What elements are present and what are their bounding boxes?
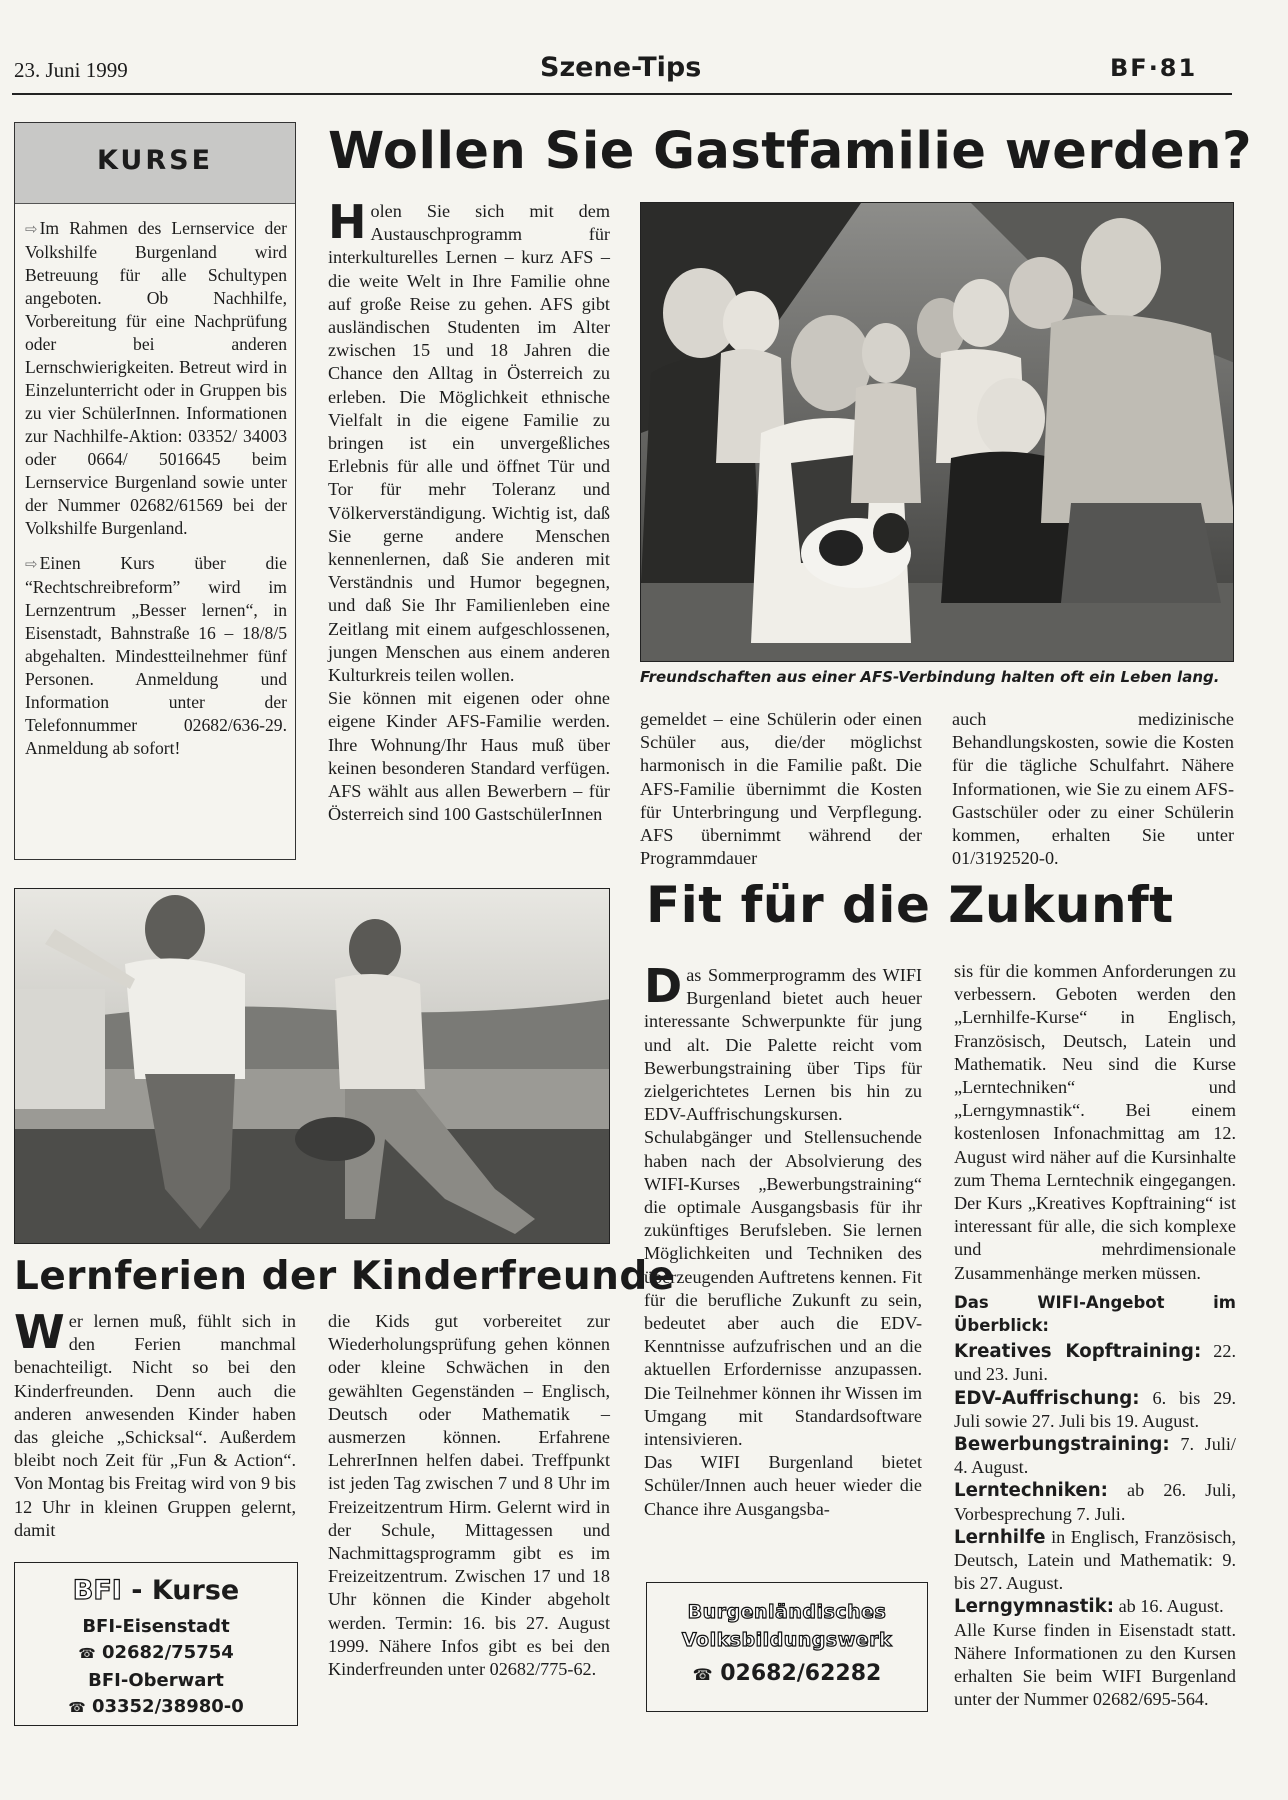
paragraph: Sie können mit eigenen oder ohne eigene Kinder AFS-Familie werden. Ihre Wohnung/Ihr Haus muß über keinen besonderen Standard verfügen. AFS wählt aus allen Bewerbern – für Österreich sind 100 GastschülerInnen: [328, 688, 610, 825]
kurse-text: [25, 217, 287, 772]
bvw-name: Burgenländisches: [687, 1601, 887, 1623]
zukunft-headline: Fit für die Zukunft: [646, 876, 1174, 934]
dropcap: H: [328, 195, 367, 249]
overview-item: Kreatives Kopftraining: 22. und 23. Juni.: [954, 1341, 1236, 1385]
dropcap: W: [14, 1305, 65, 1359]
kurse-title: KURSE: [96, 145, 214, 176]
gastfamilie-col1: Holen Sie sich mit dem Austauschprogramm für interkulturelles Lernen – kurz AFS – die weite Welt in Ihre Familie ohne auf große Reise zu gehen. AFS gibt ausländischen Studenten im Alter zwischen 15 und 18 Jahren die Chance den Alltag in Österreich zu erleben. Die Möglichkeit ethnische Vielfalt in die eigene Familie zu bringen ist ein unvergeßliches Erlebnis für alle und öffnet Tür und Tor für mehr Toleranz und Völkerverständigung. Wichtig ist, daß Sie gerne andere Menschen kennenlernen, daß Sie anderen mit Verständnis und Humor begegnen, und daß Sie Ihr Familienleben eine Zeitlang mit einem aufgeschlossenen, jungen Menschen aus einem anderen Kulturkreis teilen wollen. Sie können mit eigenen oder ohne eigene Kinder AFS-Familie werden. Ihre Wohnung/Ihr Haus muß über keinen besonderen Standard verfügen. AFS wählt aus allen Bewerbern – für Österreich sind 100 GastschülerInnen: [328, 200, 610, 826]
kurse-header: [15, 123, 295, 204]
kurse-item: ⇨ Einen Kurs über die “Rechtschreibreform” wird im Lernzentrum „Besser lernen“, in Eisenstadt, Bahnstraße 16 – 18/8/5 abgehalten. Mindestteilnehmer fünf Personen. Anmeldung und Information unter der Telefonnummer 02682/636-29. Anmeldung ab sofort!: [25, 553, 287, 758]
zukunft-col2: [954, 960, 1236, 1712]
phone-icon: ☎: [78, 1646, 96, 1662]
paragraph: Alle Kurse finden in Eisenstadt statt. Nähere Informationen zu den Kursen erhalten Sie beim WIFI Burgenland unter der Nummer 02682/695-564.: [954, 1619, 1236, 1710]
lernferien-headline: Lernferien der Kinderfreunde: [14, 1254, 675, 1299]
photo-caption: Freundschaften aus einer AFS-Verbindung halten oft ein Leben lang.: [640, 668, 1220, 686]
gastfamilie-col3: auch medizinische Behandlungskosten, sowie die Kosten für die tägliche Schulfahrt. Nähere Informationen, wie Sie zu einem AFS-Gastschüler oder zu einer Schülerin kommen, erhalten Sie unter 01/3192520-0.: [952, 709, 1234, 869]
bvw-name: Volksbildungswerk: [681, 1629, 893, 1651]
kurse-item: ⇨ Im Rahmen des Lernservice der Volkshilfe Burgenland wird Betreuung für alle Schultypen angeboten. Ob Nachhilfe, Vorbereitung für eine Nachprüfung oder bei anderen Lernschwierigkeiten. Betreut wird in Einzelunterricht oder in Gruppen bis zu vier SchülerInnen. Informationen zur Nachhilfe-Aktion: 03352/ 34003 oder 0664/ 5016645 beim Lernservice Burgenland sowie unter der Nummer 02682/61569 bei der Volkshilfe Burgenland.: [25, 218, 287, 538]
overview-item: Lerngymnastik: ab 16. August.: [954, 1596, 1224, 1618]
overview-item: Lerntechniken: ab 26. Juli, Vorbesprechung 7. Juli.: [954, 1480, 1236, 1524]
overview-list: [954, 1340, 1236, 1618]
paragraph: sis für die kommen Anforderungen zu verbessern. Geboten werden den „Lernhilfe-Kurse“ in Englisch, Französisch, Deutsch, Latein und Mathematik. Neu sind die Kurse „Lerntechniken“ und „Lerngymnastik“. Bei einem kostenlosen Infonachmittag am 12. August wird näher auf die Kursinhalte zum Thema Lerntechnik eingegangen. Der Kurs „Kreatives Kopftraining“ ist interessant für alle, die sich komplexe und mehrdimensionale Zusammenhänge merken müssen.: [954, 961, 1236, 1283]
kids-photo-graphic: [15, 889, 610, 1244]
bvw-phone: ☎ 02682/62282: [692, 1661, 882, 1686]
bfi-logo: BFI: [72, 1575, 122, 1606]
overview-item: EDV-Auffrischung: 6. bis 29. Juli sowie 27. Juli bis 19. August.: [954, 1387, 1236, 1431]
paragraph: Das WIFI Burgenland bietet Schüler/Innen auch heuer wieder die Chance ihre Ausgangsba-: [644, 1452, 922, 1519]
bfi-ad-title: BFI - Kurse: [72, 1575, 240, 1606]
zukunft-col1: Das Sommerprogramm des WIFI Burgenland bietet auch heuer interessante Schwerpunkte für jung und alt. Die Palette reicht vom Bewerbungstraining über Tips für zielgerichtetes Lernen bis hin zu EDV-Auffrischungskursen. Schulabgänger und Stellensuchende haben nach der Absolvierung des WIFI-Kurses „Bewerbungstraining“ die optimale Ausgangsbasis für ihr zukünftiges Berufsleben. Sie lernen Möglichkeiten und Techniken des überzeugenden Auftretens kennen. Fit für die berufliche Zukunft zu sein, bedeutet aber auch die EDV-Kenntnisse aufzufrischen und an die aktuellen Erfordernisse anzupassen. Die Teilnehmer können ihr Wissen im Umgang mit Standardsoftware intensivieren. Das WIFI Burgenland bietet Schüler/Innen auch heuer wieder die Chance ihre Ausgangsba-: [644, 964, 922, 1521]
gastfamilie-headline: Wollen Sie Gastfamilie werden?: [328, 122, 1253, 181]
bfi-phone: ☎ 03352/38980-0: [68, 1696, 244, 1717]
phone-icon: ☎: [692, 1665, 713, 1684]
issue-date: 23. Juni 1999: [14, 58, 128, 82]
dropcap: D: [644, 959, 683, 1013]
bfi-location: BFI-Oberwart: [88, 1670, 224, 1691]
page-number: BF·81: [1110, 54, 1198, 82]
lernferien-col2: die Kids gut vorbereitet zur Wiederholungsprüfung gehen können oder kleine Schwächen in den gewählten Gegenständen – Englisch, Deutsch oder Mathematik – ausmerzen können. Erfahrene LehrerInnen helfen dabei. Treffpunkt ist jeden Tag zwischen 7 und 8 Uhr im Freizeitzentrum Hirm. Gelernt wird in der Schule, Mittagessen und Nachmittagsprogramm gibt es im Freizeitzentrum. Zwischen 17 und 18 Uhr können die Kinder abgeholt werden. Termin: 16. bis 27. August 1999. Nähere Infos gibt es bei den Kinderfreunden unter 02682/775-62.: [328, 1311, 610, 1680]
family-photo: [640, 202, 1234, 662]
overview-title: Das WIFI-Angebot im Überblick:: [954, 1292, 1236, 1336]
lernferien-col1: Wer lernen muß, fühlt sich in den Ferien manchmal benachteiligt. Nicht so bei den Kinderfreunden. Denn auch die anderen anwesenden Kinder haben das gleiche „Schicksal“. Außerdem bleibt noch Zeit für „Fun & Action“. Von Montag bis Freitag wird von 9 bis 12 Uhr in kleinen Gruppen gelernt, damit: [14, 1305, 296, 1540]
section-title: Szene-Tips: [540, 52, 702, 83]
arrow-right-icon: ⇨: [25, 220, 38, 238]
bfi-location: BFI-Eisenstadt: [82, 1616, 230, 1637]
kurse-box: [14, 122, 296, 860]
paragraph: Schulabgänger und Stellensuchende haben nach der Absolvierung des WIFI-Kurses „Bewerbungstraining“ die optimale Ausgangsbasis für ihr zukünftiges Berufsleben. Sie lernen Möglichkeiten und Techniken des überzeugenden Auftretens kennen. Fit für die berufliche Zukunft zu sein, bedeutet aber auch die EDV-Kenntnisse aufzufrischen und an die aktuellen Erfordernisse anzupassen. Die Teilnehmer können ihr Wissen im Umgang mit Standardsoftware intensivieren.: [644, 1127, 922, 1450]
overview-item: Bewerbungstraining: 7. Juli/ 4. August.: [954, 1434, 1236, 1478]
kids-photo: [14, 888, 610, 1244]
header-rule: [12, 93, 1232, 95]
bfi-phone: ☎ 02682/75754: [78, 1642, 234, 1663]
gastfamilie-col2: gemeldet – eine Schülerin oder einen Schüler aus, die/der möglichst harmonisch in die Familie paßt. Die AFS-Familie übernimmt die Kosten für Unterbringung und Verpflegung. AFS übernimmt während der Programmdauer: [640, 709, 922, 869]
arrow-right-icon: ⇨: [25, 555, 38, 573]
bvw-ad: [646, 1582, 928, 1712]
phone-icon: ☎: [68, 1700, 86, 1716]
bfi-ad: [14, 1562, 298, 1726]
overview-item: Lernhilfe in Englisch, Französisch, Deutsch, Latein und Mathematik: 9. bis 27. August.: [954, 1526, 1236, 1594]
family-photo-graphic: [641, 203, 1234, 662]
